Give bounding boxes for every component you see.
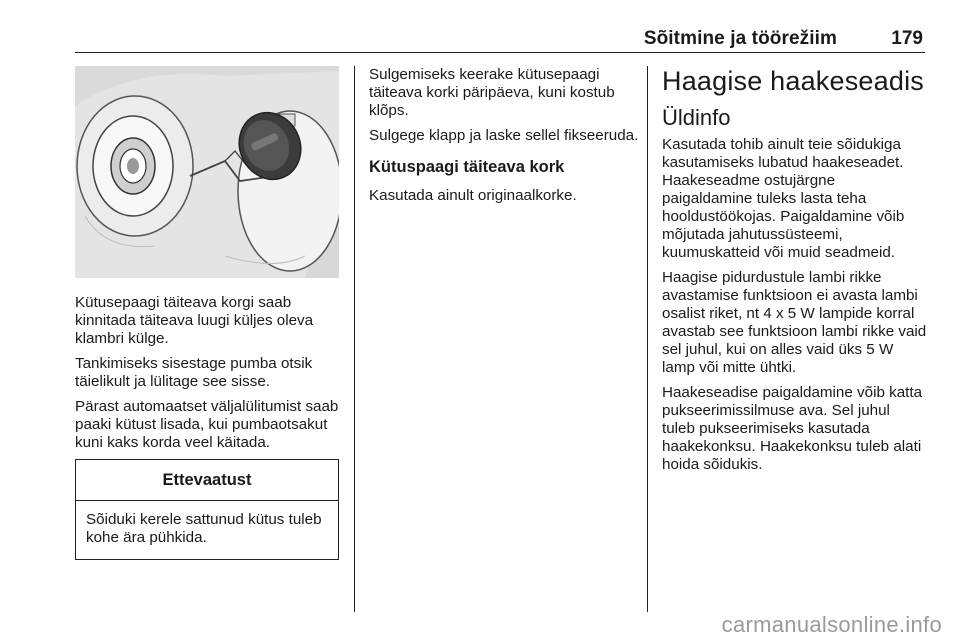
column-right [662,66,927,481]
subsection-title: Üldinfo [662,105,731,130]
refuel-instructions [75,294,340,452]
fuel-cap-drawing [75,66,339,278]
paragraph: Pärast automaatset väljalülitumist saab paaki kütust lisada, kui pumbaotsakut kuni kaks korda veel käitada. [75,398,339,451]
fuel-filler-illustration [75,66,339,278]
caution-text: Sõiduki kerele sattunud kütus tuleb kohe ära pühkida. [86,511,322,546]
caution-box [75,459,339,560]
header-title: Sõitmine ja töörežiim [643,28,837,49]
watermark: carmanualsonline.info [721,612,942,637]
fuel-cap-heading: Kütuspaagi täiteava kork [369,158,565,176]
paragraph: Kasutada tohib ainult teie sõidukiga kasutamiseks lubatud haakeseadet. Haakeseadme ostujärgne paigaldamine tuleks lasta teha hooldustöökojas. Paigaldamine võib mõjutada jahutussüsteemi, kuumuskatteid või muid seadmeid. [662,136,905,261]
paragraph: Sulgemiseks keerake kütusepaagi täiteava korki päripäeva, kuni kostub klõps. [369,66,615,119]
column-middle [369,66,639,212]
paragraph: Kütusepaagi täiteava korgi saab kinnitada täiteava luugi küljes oleva klambri külge. [75,294,314,347]
page-header [75,26,925,53]
paragraph: Haagise pidurdustule lambi rikke avastamise funktsioon ei avasta lambi osalist riket, nt 4 x 5 W lampide korral avastab see funktsioon lambi rikke vaid sel juhul, kui on alles vaid üks 5 W lamp või mitte ühtki. [662,269,927,376]
paragraph: Kasutada ainult originaalkorke. [369,187,577,204]
caution-title: Ettevaatust [76,460,338,501]
column-left [75,66,340,560]
paragraph: Sulgege klapp ja laske sellel fikseeruda. [369,127,639,144]
caution-body [76,501,338,559]
paragraph: Haakeseadise paigaldamine võib katta pukseerimissilmuse ava. Sel juhul tuleb pukseerimiseks kasutada haakekonksu. Haakekonksu tuleb alati hoida sõidukis. [662,384,923,473]
paragraph: Tankimiseks sisestage pumba otsik täielikult ja lülitage see sisse. [75,355,313,390]
page-number: 179 [891,28,923,49]
column-divider [647,66,648,612]
section-title: Haagise haakeseadis [662,66,924,96]
column-divider [354,66,355,612]
